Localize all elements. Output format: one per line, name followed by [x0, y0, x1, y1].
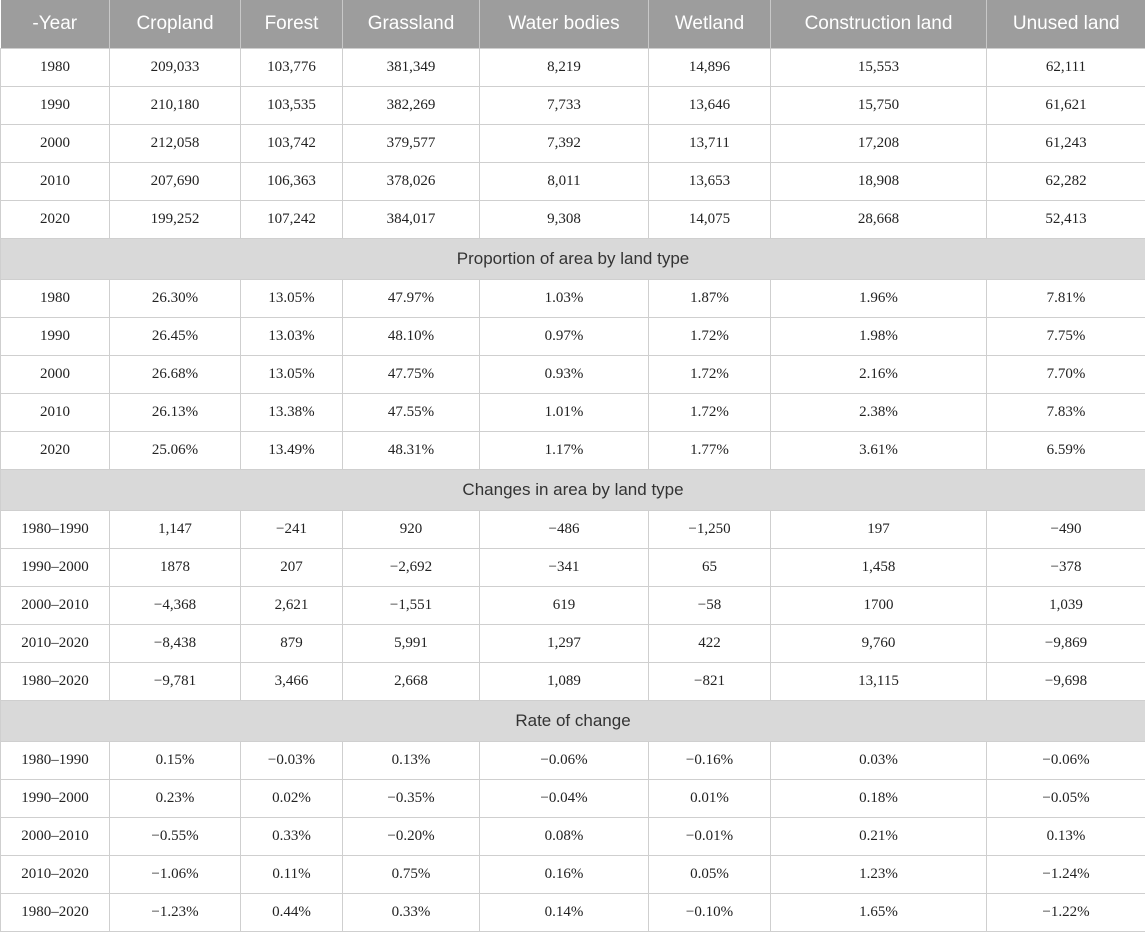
rate-value-cell: 0.05% [649, 856, 771, 894]
area-period-cell: 1990 [1, 87, 110, 125]
proportion-value-cell: 0.97% [480, 318, 649, 356]
rate-value-cell: 0.16% [480, 856, 649, 894]
header-grassland: Grassland [343, 0, 480, 49]
rate-value-cell: −0.16% [649, 742, 771, 780]
proportion-value-cell: 26.45% [110, 318, 241, 356]
table-row [1, 201, 1145, 239]
area-value-cell: 13,646 [649, 87, 771, 125]
proportion-value-cell: 7.70% [987, 356, 1145, 394]
rate-value-cell: −1.06% [110, 856, 241, 894]
rate-value-cell: 0.21% [771, 818, 987, 856]
area-value-cell: 8,219 [480, 49, 649, 87]
header-cropland: Cropland [110, 0, 241, 49]
proportion-value-cell: 6.59% [987, 432, 1145, 470]
changes-period-cell: 2010–2020 [1, 625, 110, 663]
table-row [1, 894, 1145, 932]
area-value-cell: 61,621 [987, 87, 1145, 125]
area-value-cell: 381,349 [343, 49, 480, 87]
rate-value-cell: −1.24% [987, 856, 1145, 894]
table-row [1, 356, 1145, 394]
rate-value-cell: 0.03% [771, 742, 987, 780]
area-value-cell: 103,776 [241, 49, 343, 87]
header-construction-land: Construction land [771, 0, 987, 49]
proportion-section-row [1, 239, 1145, 280]
area-value-cell: 207,690 [110, 163, 241, 201]
table-row [1, 587, 1145, 625]
proportion-value-cell: 3.61% [771, 432, 987, 470]
table-row [1, 856, 1145, 894]
area-value-cell: 209,033 [110, 49, 241, 87]
changes-value-cell: 1,458 [771, 549, 987, 587]
area-value-cell: 17,208 [771, 125, 987, 163]
proportion-value-cell: 7.75% [987, 318, 1145, 356]
proportion-value-cell: 47.55% [343, 394, 480, 432]
rate-value-cell: −0.10% [649, 894, 771, 932]
proportion-value-cell: 13.38% [241, 394, 343, 432]
changes-value-cell: 1,089 [480, 663, 649, 701]
area-value-cell: 13,653 [649, 163, 771, 201]
table-row [1, 318, 1145, 356]
rate-value-cell: 0.18% [771, 780, 987, 818]
changes-value-cell: 920 [343, 511, 480, 549]
area-period-cell: 1980 [1, 49, 110, 87]
proportion-value-cell: 13.05% [241, 280, 343, 318]
rate-value-cell: 0.33% [241, 818, 343, 856]
header-row [1, 0, 1145, 49]
changes-period-cell: 1980–2020 [1, 663, 110, 701]
proportion-value-cell: 7.83% [987, 394, 1145, 432]
area-value-cell: 14,075 [649, 201, 771, 239]
rate-section-row [1, 701, 1145, 742]
table-row [1, 432, 1145, 470]
rate-value-cell: 0.14% [480, 894, 649, 932]
proportion-period-cell: 2000 [1, 356, 110, 394]
proportion-value-cell: 1.77% [649, 432, 771, 470]
rate-value-cell: 0.15% [110, 742, 241, 780]
changes-value-cell: 1878 [110, 549, 241, 587]
proportion-period-cell: 2010 [1, 394, 110, 432]
table-row [1, 780, 1145, 818]
proportion-value-cell: 13.03% [241, 318, 343, 356]
proportion-value-cell: 26.13% [110, 394, 241, 432]
changes-value-cell: −341 [480, 549, 649, 587]
header-forest: Forest [241, 0, 343, 49]
area-value-cell: 378,026 [343, 163, 480, 201]
proportion-value-cell: 48.10% [343, 318, 480, 356]
proportion-value-cell: 13.05% [241, 356, 343, 394]
rate-value-cell: 1.65% [771, 894, 987, 932]
area-value-cell: 18,908 [771, 163, 987, 201]
area-value-cell: 106,363 [241, 163, 343, 201]
proportion-value-cell: 26.68% [110, 356, 241, 394]
rate-value-cell: 0.01% [649, 780, 771, 818]
rate-value-cell: −0.20% [343, 818, 480, 856]
changes-value-cell: −9,698 [987, 663, 1145, 701]
changes-value-cell: 422 [649, 625, 771, 663]
proportion-value-cell: 7.81% [987, 280, 1145, 318]
rate-value-cell: 1.23% [771, 856, 987, 894]
changes-value-cell: 1700 [771, 587, 987, 625]
changes-value-cell: 619 [480, 587, 649, 625]
table-row [1, 280, 1145, 318]
area-value-cell: 13,711 [649, 125, 771, 163]
proportion-value-cell: 25.06% [110, 432, 241, 470]
rate-value-cell: 0.23% [110, 780, 241, 818]
proportion-period-cell: 1990 [1, 318, 110, 356]
changes-value-cell: −9,869 [987, 625, 1145, 663]
rate-period-cell: 1980–1990 [1, 742, 110, 780]
area-value-cell: 384,017 [343, 201, 480, 239]
proportion-value-cell: 1.87% [649, 280, 771, 318]
proportion-period-cell: 1980 [1, 280, 110, 318]
rate-value-cell: −0.06% [987, 742, 1145, 780]
area-value-cell: 379,577 [343, 125, 480, 163]
rate-period-cell: 1980–2020 [1, 894, 110, 932]
changes-section-row [1, 470, 1145, 511]
area-value-cell: 15,553 [771, 49, 987, 87]
table-row [1, 511, 1145, 549]
rate-value-cell: 0.44% [241, 894, 343, 932]
proportion-value-cell: 1.96% [771, 280, 987, 318]
changes-value-cell: 2,668 [343, 663, 480, 701]
changes-value-cell: 2,621 [241, 587, 343, 625]
rate-value-cell: −0.03% [241, 742, 343, 780]
rate-period-cell: 1990–2000 [1, 780, 110, 818]
changes-value-cell: −821 [649, 663, 771, 701]
changes-value-cell: 1,039 [987, 587, 1145, 625]
proportion-value-cell: 47.97% [343, 280, 480, 318]
rate-value-cell: 0.13% [987, 818, 1145, 856]
area-value-cell: 14,896 [649, 49, 771, 87]
changes-value-cell: −378 [987, 549, 1145, 587]
area-value-cell: 52,413 [987, 201, 1145, 239]
area-value-cell: 15,750 [771, 87, 987, 125]
proportion-value-cell: 47.75% [343, 356, 480, 394]
changes-value-cell: 879 [241, 625, 343, 663]
rate-value-cell: −1.22% [987, 894, 1145, 932]
changes-value-cell: 1,147 [110, 511, 241, 549]
area-value-cell: 9,308 [480, 201, 649, 239]
header-wetland: Wetland [649, 0, 771, 49]
table-row [1, 742, 1145, 780]
changes-period-cell: 1980–1990 [1, 511, 110, 549]
rate-section-title: Rate of change [1, 701, 1145, 742]
changes-value-cell: −4,368 [110, 587, 241, 625]
rate-value-cell: 0.75% [343, 856, 480, 894]
area-value-cell: 7,733 [480, 87, 649, 125]
changes-value-cell: −1,551 [343, 587, 480, 625]
table-row [1, 549, 1145, 587]
table-row [1, 663, 1145, 701]
changes-value-cell: 9,760 [771, 625, 987, 663]
proportion-value-cell: 13.49% [241, 432, 343, 470]
rate-value-cell: −0.05% [987, 780, 1145, 818]
proportion-value-cell: 48.31% [343, 432, 480, 470]
header-unused-land: Unused land [987, 0, 1145, 49]
table-header [1, 0, 1145, 49]
area-value-cell: 8,011 [480, 163, 649, 201]
proportion-period-cell: 2020 [1, 432, 110, 470]
rate-value-cell: −0.01% [649, 818, 771, 856]
rate-value-cell: −1.23% [110, 894, 241, 932]
area-value-cell: 61,243 [987, 125, 1145, 163]
changes-value-cell: 3,466 [241, 663, 343, 701]
table-row [1, 87, 1145, 125]
rate-value-cell: −0.04% [480, 780, 649, 818]
area-period-cell: 2020 [1, 201, 110, 239]
proportion-value-cell: 26.30% [110, 280, 241, 318]
table-row [1, 818, 1145, 856]
rate-period-cell: 2000–2010 [1, 818, 110, 856]
changes-value-cell: −241 [241, 511, 343, 549]
rate-value-cell: 0.08% [480, 818, 649, 856]
rate-value-cell: −0.35% [343, 780, 480, 818]
proportion-section-title: Proportion of area by land type [1, 239, 1145, 280]
proportion-value-cell: 1.17% [480, 432, 649, 470]
area-value-cell: 107,242 [241, 201, 343, 239]
rate-value-cell: 0.11% [241, 856, 343, 894]
changes-value-cell: 207 [241, 549, 343, 587]
area-value-cell: 210,180 [110, 87, 241, 125]
proportion-value-cell: 2.38% [771, 394, 987, 432]
changes-value-cell: −9,781 [110, 663, 241, 701]
changes-section-title: Changes in area by land type [1, 470, 1145, 511]
changes-value-cell: −486 [480, 511, 649, 549]
table-row [1, 394, 1145, 432]
table-body [1, 49, 1145, 932]
proportion-value-cell: 0.93% [480, 356, 649, 394]
changes-value-cell: 197 [771, 511, 987, 549]
changes-period-cell: 1990–2000 [1, 549, 110, 587]
table-row [1, 49, 1145, 87]
area-value-cell: 7,392 [480, 125, 649, 163]
proportion-value-cell: 2.16% [771, 356, 987, 394]
proportion-value-cell: 1.98% [771, 318, 987, 356]
rate-period-cell: 2010–2020 [1, 856, 110, 894]
proportion-value-cell: 1.72% [649, 394, 771, 432]
rate-value-cell: 0.13% [343, 742, 480, 780]
area-value-cell: 103,742 [241, 125, 343, 163]
changes-value-cell: 5,991 [343, 625, 480, 663]
rate-value-cell: −0.06% [480, 742, 649, 780]
area-value-cell: 382,269 [343, 87, 480, 125]
header-water-bodies: Water bodies [480, 0, 649, 49]
area-period-cell: 2000 [1, 125, 110, 163]
rate-value-cell: 0.02% [241, 780, 343, 818]
changes-value-cell: 1,297 [480, 625, 649, 663]
area-value-cell: 62,111 [987, 49, 1145, 87]
proportion-value-cell: 1.72% [649, 356, 771, 394]
table-row [1, 125, 1145, 163]
changes-value-cell: −1,250 [649, 511, 771, 549]
area-value-cell: 28,668 [771, 201, 987, 239]
header-year: -Year [1, 0, 110, 49]
rate-value-cell: 0.33% [343, 894, 480, 932]
changes-value-cell: 65 [649, 549, 771, 587]
changes-period-cell: 2000–2010 [1, 587, 110, 625]
area-value-cell: 103,535 [241, 87, 343, 125]
changes-value-cell: −490 [987, 511, 1145, 549]
rate-value-cell: −0.55% [110, 818, 241, 856]
changes-value-cell: −58 [649, 587, 771, 625]
changes-value-cell: 13,115 [771, 663, 987, 701]
proportion-value-cell: 1.03% [480, 280, 649, 318]
table-row [1, 163, 1145, 201]
changes-value-cell: −2,692 [343, 549, 480, 587]
area-value-cell: 62,282 [987, 163, 1145, 201]
proportion-value-cell: 1.72% [649, 318, 771, 356]
area-period-cell: 2010 [1, 163, 110, 201]
area-value-cell: 199,252 [110, 201, 241, 239]
proportion-value-cell: 1.01% [480, 394, 649, 432]
area-value-cell: 212,058 [110, 125, 241, 163]
table-row [1, 625, 1145, 663]
changes-value-cell: −8,438 [110, 625, 241, 663]
